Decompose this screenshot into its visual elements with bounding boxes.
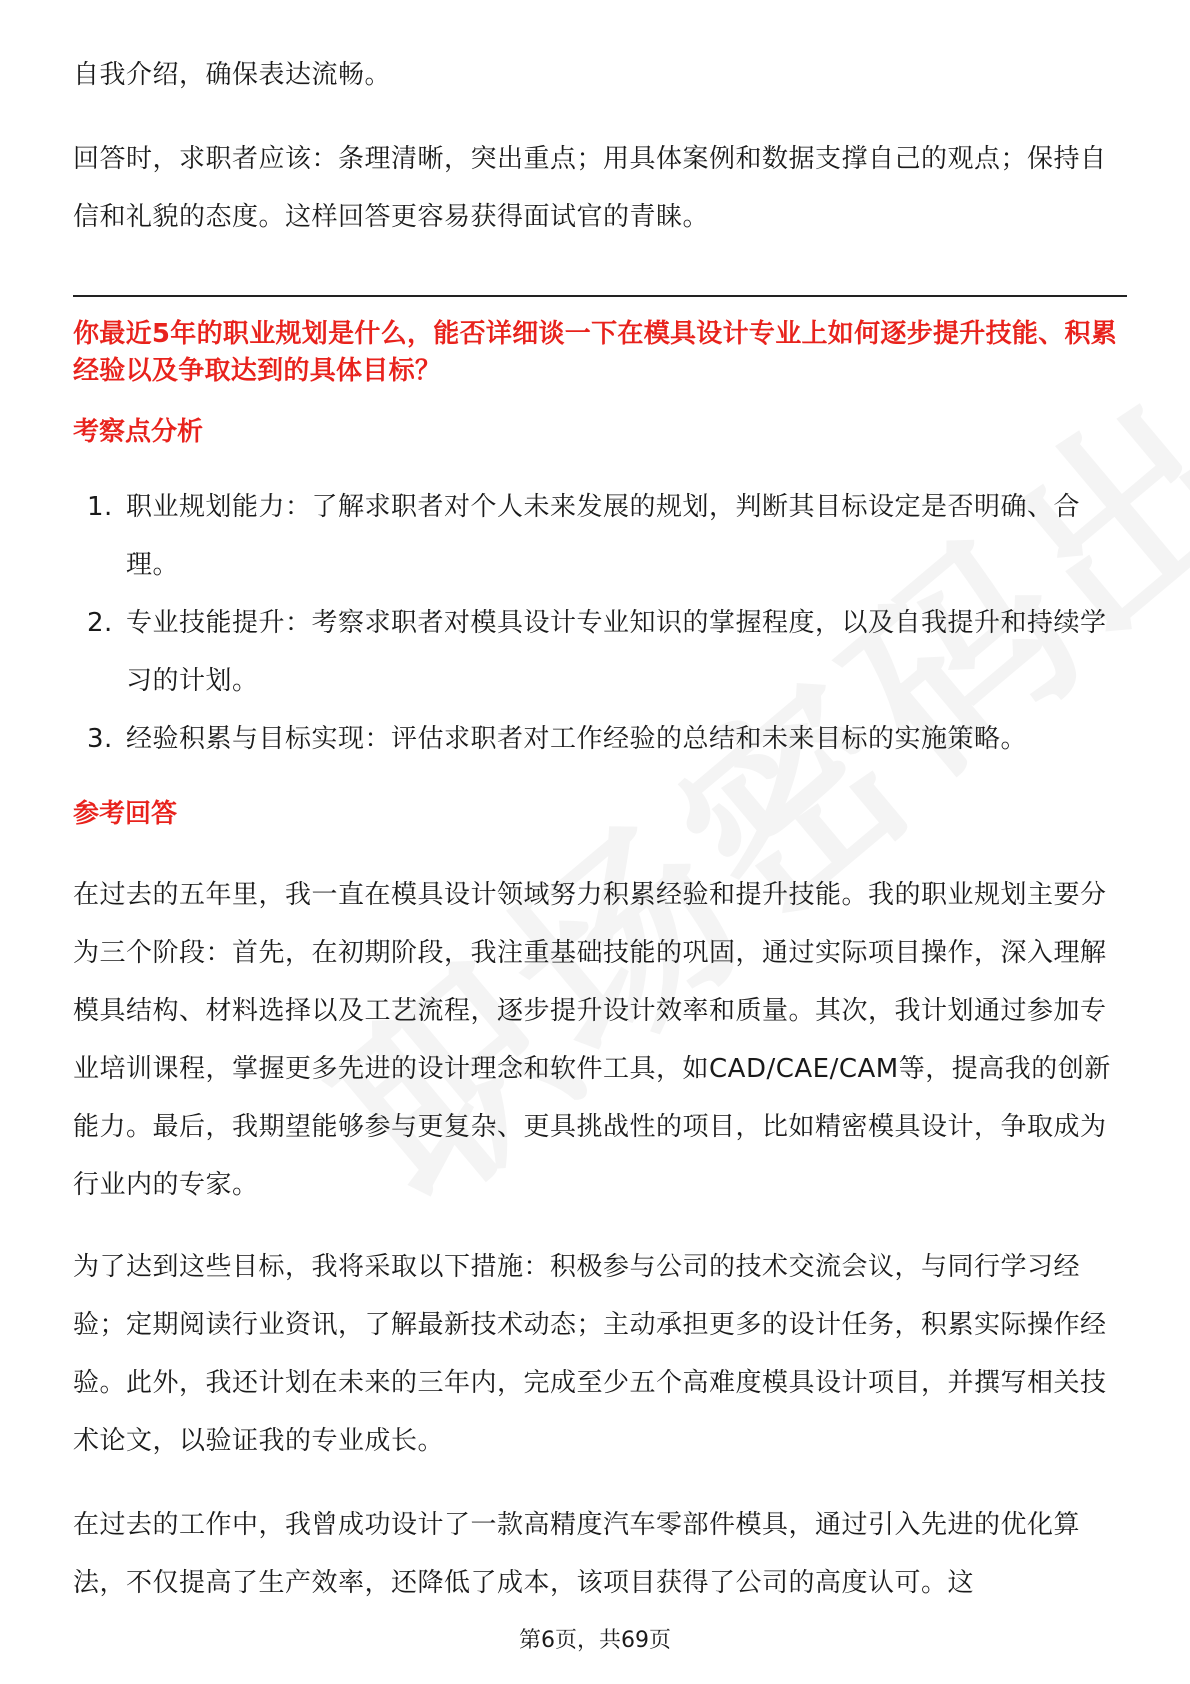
- list-item-text: 专业技能提升：考察求职者对模具设计专业知识的掌握程度，以及自我提升和持续学习的计划。: [126, 608, 1107, 696]
- analysis-heading: 考察点分析: [73, 417, 204, 447]
- answer-tips-paragraph: 回答时，求职者应该：条理清晰，突出重点；用具体案例和数据支撑自己的观点；保持自信和礼貌的态度。这样回答更容易获得面试官的青睐。: [73, 144, 1107, 232]
- list-item: [73, 594, 1127, 710]
- list-item-text: 经验积累与目标实现：评估求职者对工作经验的总结和未来目标的实施策略。: [126, 724, 1028, 754]
- list-item-number: 1.: [87, 492, 113, 522]
- intro-tail-paragraph: 自我介绍，确保表达流畅。: [73, 60, 392, 90]
- list-item-number: 2.: [87, 608, 113, 638]
- analysis-points-list: [73, 478, 1127, 768]
- reference-heading: 参考回答: [73, 799, 178, 829]
- question-heading: 你最近5年的职业规划是什么，能否详细谈一下在模具设计专业上如何逐步提升技能、积累经验以及争取达到的具体目标？: [73, 319, 1118, 386]
- list-item: [73, 478, 1127, 594]
- section-divider: [73, 295, 1127, 297]
- page-number-footer: 第6页，共69页: [519, 1628, 671, 1653]
- reference-paragraph: 为了达到这些目标，我将采取以下措施：积极参与公司的技术交流会议，与同行学习经验；定期阅读行业资讯，了解最新技术动态；主动承担更多的设计任务，积累实际操作经验。此外，我还计划在未来的三年内，完成至少五个高难度模具设计项目，并撰写相关技术论文，以验证我的专业成长。: [73, 1252, 1107, 1456]
- reference-paragraph: 在过去的工作中，我曾成功设计了一款高精度汽车零部件模具，通过引入先进的优化算法，不仅提高了生产效率，还降低了成本，该项目获得了公司的高度认可。这: [73, 1510, 1081, 1598]
- reference-paragraph: 在过去的五年里，我一直在模具设计领域努力积累经验和提升技能。我的职业规划主要分为三个阶段：首先，在初期阶段，我注重基础技能的巩固，通过实际项目操作，深入理解模具结构、材料选择以及工艺流程，逐步提升设计效率和质量。其次，我计划通过参加专业培训课程，掌握更多先进的设计理念和软件工具，如CAD/CAE/CAM等，提高我的创新能力。最后，我期望能够参与更复杂、更具挑战性的项目，比如精密模具设计，争取成为行业内的专家。: [73, 880, 1111, 1200]
- list-item-text: 职业规划能力：了解求职者对个人未来发展的规划，判断其目标设定是否明确、合理。: [126, 492, 1081, 580]
- list-item-number: 3.: [87, 724, 113, 754]
- list-item: [73, 710, 1127, 768]
- document-page: [73, 0, 1127, 1684]
